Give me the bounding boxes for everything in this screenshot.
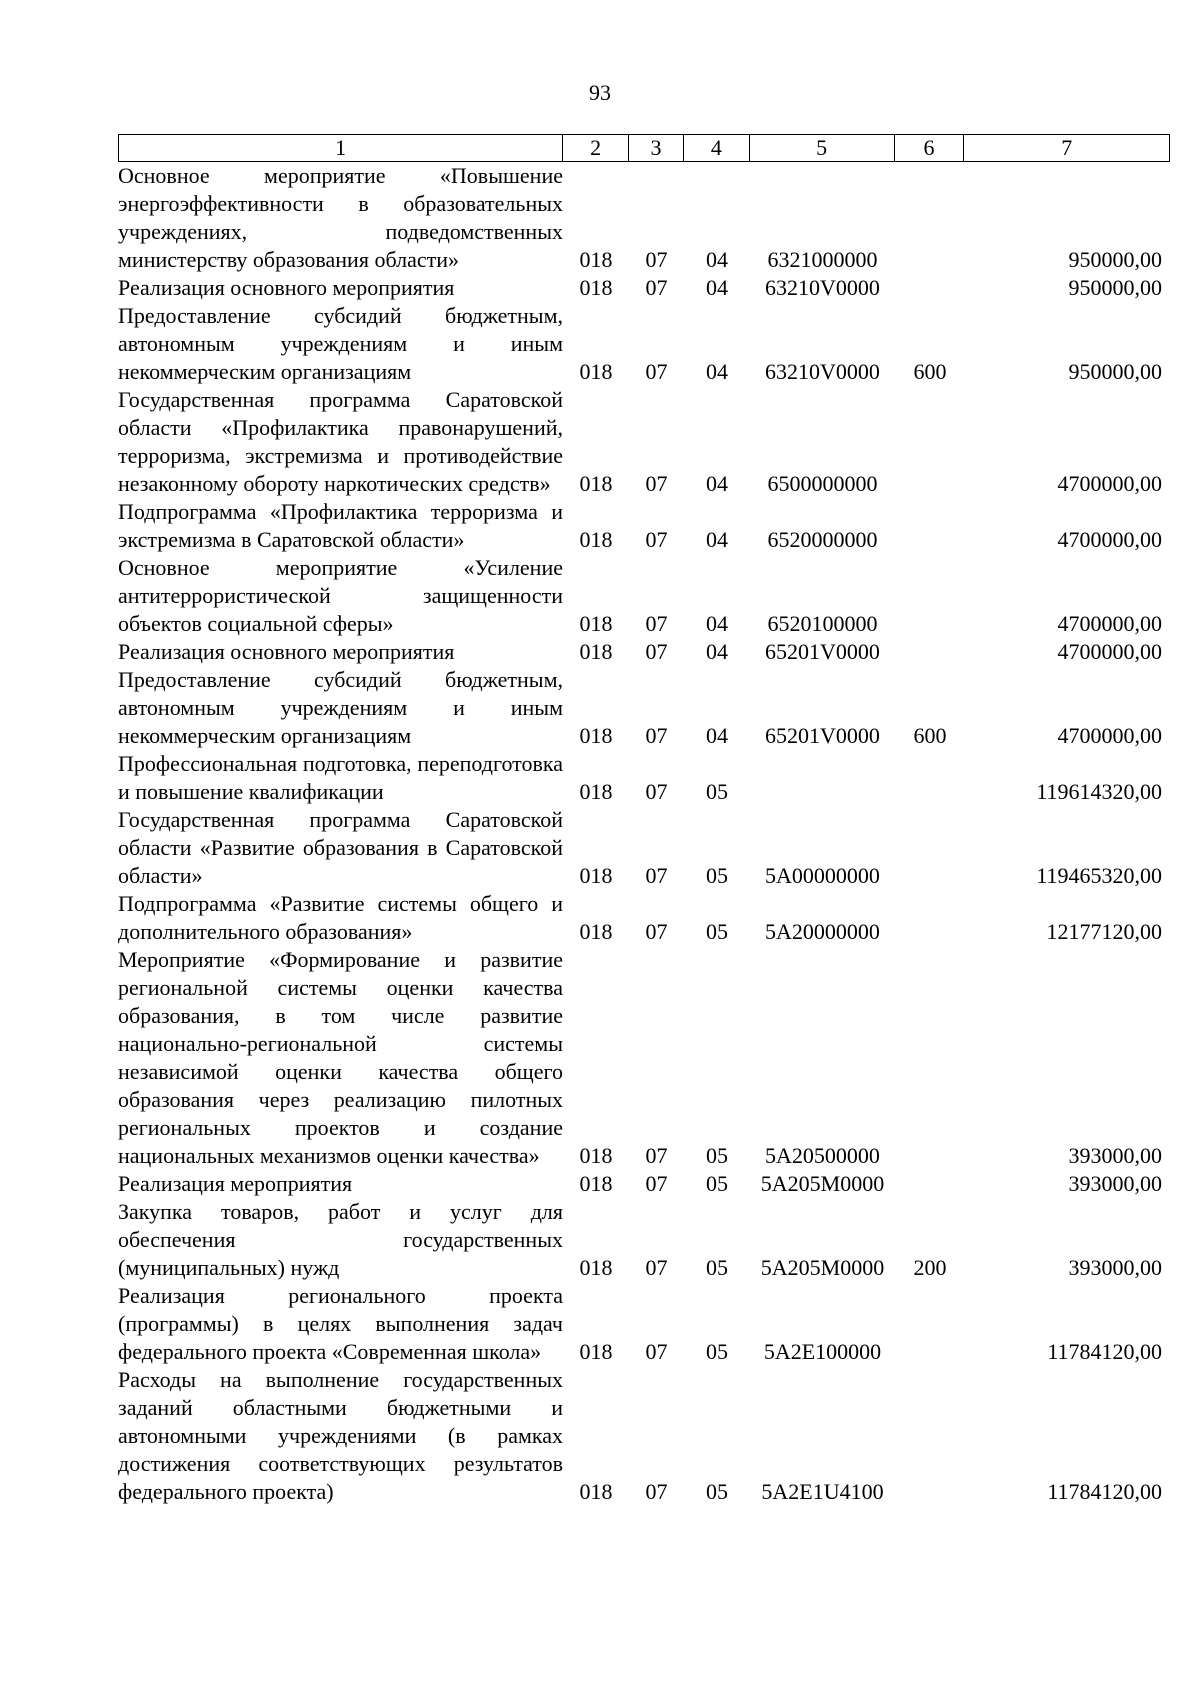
- row-subsection-code: 05: [706, 863, 728, 888]
- row-ministry-code: 018: [579, 1143, 613, 1168]
- row-amount: 4700000,00: [1057, 471, 1162, 496]
- row-section-code: 07: [645, 247, 668, 272]
- row-ministry-code: 018: [579, 471, 613, 496]
- row-ministry-code: 018: [579, 1339, 613, 1364]
- column-header-5: 5: [750, 135, 895, 161]
- row-target-article: 5А2Е100000: [763, 1339, 882, 1364]
- row-section-code: 07: [645, 779, 668, 804]
- row-name-cell: Закупка товаров, работ и услуг для обеспечения государственных (муниципальных) нужд: [118, 1199, 563, 1280]
- row-target-article: 5А2Е1U4100: [761, 1479, 884, 1504]
- row-name-cell: Государственная программа Саратовской области «Профилактика правонарушений, терроризма, экстремизма и противодействие незаконному обороту наркотических средств»: [118, 387, 563, 496]
- row-target-article: 65201V0000: [765, 639, 880, 664]
- row-amount: 4700000,00: [1057, 611, 1162, 636]
- row-name-cell: Государственная программа Саратовской области «Развитие образования в Саратовской области»: [118, 807, 563, 888]
- row-subsection-code: 04: [706, 639, 728, 664]
- row-section-code: 07: [645, 639, 668, 664]
- table-row: [118, 162, 1170, 274]
- row-amount: 11784120,00: [1047, 1479, 1162, 1504]
- row-section-code: 07: [645, 611, 668, 636]
- row-subsection-code: 05: [706, 1479, 728, 1504]
- row-name-cell: Основное мероприятие «Повышение энергоэффективности в образовательных учреждениях, подведомственных министерству образования области»: [118, 163, 563, 272]
- table-row: [118, 302, 1170, 386]
- row-section-code: 07: [645, 359, 668, 384]
- table-row: [118, 666, 1170, 750]
- row-subsection-code: 04: [706, 359, 728, 384]
- row-target-article: 63210V0000: [765, 275, 880, 300]
- row-subsection-code: 04: [706, 471, 728, 496]
- row-amount: 950000,00: [1068, 275, 1162, 300]
- row-ministry-code: 018: [579, 611, 613, 636]
- row-section-code: 07: [645, 1171, 668, 1196]
- row-amount: 393000,00: [1068, 1171, 1162, 1196]
- row-section-code: 07: [645, 527, 668, 552]
- row-expense-type: 200: [913, 1255, 947, 1280]
- row-subsection-code: 05: [706, 1339, 728, 1364]
- row-subsection-code: 04: [706, 723, 728, 748]
- table-row: [118, 806, 1170, 890]
- table-row: [118, 1170, 1170, 1198]
- row-subsection-code: 05: [706, 1255, 728, 1280]
- table-row: [118, 638, 1170, 666]
- row-subsection-code: 05: [706, 1171, 728, 1196]
- table-row: [118, 386, 1170, 498]
- row-target-article: 5А20000000: [765, 919, 880, 944]
- row-subsection-code: 05: [706, 1143, 728, 1168]
- row-name-cell: Предоставление субсидий бюджетным, автономным учреждениям и иным некоммерческим организациям: [118, 303, 563, 384]
- table-row: [118, 890, 1170, 946]
- row-expense-type: 600: [913, 359, 947, 384]
- table-row: [118, 1198, 1170, 1282]
- row-amount: 11784120,00: [1047, 1339, 1162, 1364]
- row-subsection-code: 04: [706, 275, 728, 300]
- column-header-6: 6: [895, 135, 965, 161]
- row-ministry-code: 018: [579, 1171, 613, 1196]
- row-ministry-code: 018: [579, 863, 613, 888]
- table-row: [118, 274, 1170, 302]
- row-ministry-code: 018: [579, 779, 613, 804]
- row-subsection-code: 04: [706, 247, 728, 272]
- table-row: [118, 554, 1170, 638]
- row-amount: 119465320,00: [1036, 863, 1162, 888]
- row-section-code: 07: [645, 471, 668, 496]
- row-amount: 4700000,00: [1057, 723, 1162, 748]
- row-amount: 393000,00: [1068, 1255, 1162, 1280]
- row-section-code: 07: [645, 863, 668, 888]
- row-section-code: 07: [645, 1339, 668, 1364]
- row-name-cell: Подпрограмма «Развитие системы общего и дополнительного образования»: [118, 891, 563, 944]
- row-name-cell: Реализация основного мероприятия: [118, 639, 455, 664]
- row-name-cell: Основное мероприятие «Усиление антитеррористической защищенности объектов социальной сферы»: [118, 555, 563, 636]
- row-ministry-code: 018: [579, 1255, 613, 1280]
- row-target-article: 5А205М0000: [760, 1171, 885, 1196]
- row-ministry-code: 018: [579, 359, 613, 384]
- row-section-code: 07: [645, 1479, 668, 1504]
- row-name-cell: Реализация мероприятия: [118, 1171, 353, 1196]
- row-amount: 4700000,00: [1057, 527, 1162, 552]
- row-target-article: 65201V0000: [765, 723, 880, 748]
- row-amount: 4700000,00: [1057, 639, 1162, 664]
- table-row: [118, 498, 1170, 554]
- row-name-cell: Расходы на выполнение государственных заданий областными бюджетными и автономными учреждениями (в рамках достижения соответствующих результатов федерального проекта): [118, 1367, 563, 1504]
- row-target-article: 6520100000: [767, 611, 878, 636]
- table-row: [118, 1366, 1170, 1506]
- row-ministry-code: 018: [579, 247, 613, 272]
- page-number: 93: [589, 80, 611, 105]
- row-section-code: 07: [645, 275, 668, 300]
- row-target-article: 5А205М0000: [760, 1255, 885, 1280]
- row-name-cell: Профессиональная подготовка, переподготовка и повышение квалификации: [118, 751, 563, 804]
- row-section-code: 07: [645, 919, 668, 944]
- column-header-2: 2: [563, 135, 629, 161]
- table-row: [118, 750, 1170, 806]
- row-amount: 119614320,00: [1036, 779, 1162, 804]
- row-ministry-code: 018: [579, 639, 613, 664]
- row-target-article: 6500000000: [767, 471, 878, 496]
- row-ministry-code: 018: [579, 919, 613, 944]
- row-target-article: 5А20500000: [765, 1143, 880, 1168]
- row-subsection-code: 04: [706, 527, 728, 552]
- row-section-code: 07: [645, 723, 668, 748]
- row-name-cell: Подпрограмма «Профилактика терроризма и экстремизма в Саратовской области»: [118, 499, 563, 552]
- row-section-code: 07: [645, 1143, 668, 1168]
- row-name-cell: Реализация регионального проекта (программы) в целях выполнения задач федерального проекта «Современная школа»: [118, 1283, 563, 1364]
- row-name-cell: Мероприятие «Формирование и развитие региональной системы оценки качества образования, в том числе развитие национально-региональной системы независимой оценки качества общего образования через реализацию пилотных региональных проектов и создание национальных механизмов оценки качества»: [118, 947, 563, 1168]
- row-target-article: 5А00000000: [765, 863, 880, 888]
- row-ministry-code: 018: [579, 527, 613, 552]
- row-target-article: 63210V0000: [765, 359, 880, 384]
- row-ministry-code: 018: [579, 723, 613, 748]
- row-ministry-code: 018: [579, 275, 613, 300]
- row-expense-type: 600: [913, 723, 947, 748]
- column-header-7: 7: [1061, 135, 1073, 160]
- row-target-article: 6520000000: [767, 527, 878, 552]
- column-header-3: 3: [629, 135, 684, 161]
- row-target-article: 6321000000: [767, 247, 878, 272]
- row-name-cell: Предоставление субсидий бюджетным, автономным учреждениям и иным некоммерческим организациям: [118, 667, 563, 748]
- row-subsection-code: 05: [706, 919, 728, 944]
- row-amount: 950000,00: [1068, 247, 1162, 272]
- row-ministry-code: 018: [579, 1479, 613, 1504]
- column-header-1: 1: [119, 135, 563, 161]
- row-section-code: 07: [645, 1255, 668, 1280]
- row-amount: 12177120,00: [1046, 919, 1162, 944]
- column-header-4: 4: [684, 135, 750, 161]
- table-header: [118, 134, 1170, 162]
- row-name-cell: Реализация основного мероприятия: [118, 275, 455, 300]
- row-amount: 950000,00: [1068, 359, 1162, 384]
- table-row: [118, 946, 1170, 1170]
- table-body: [118, 162, 1170, 1506]
- row-subsection-code: 05: [706, 779, 728, 804]
- table-row: [118, 1282, 1170, 1366]
- row-subsection-code: 04: [706, 611, 728, 636]
- row-amount: 393000,00: [1068, 1143, 1162, 1168]
